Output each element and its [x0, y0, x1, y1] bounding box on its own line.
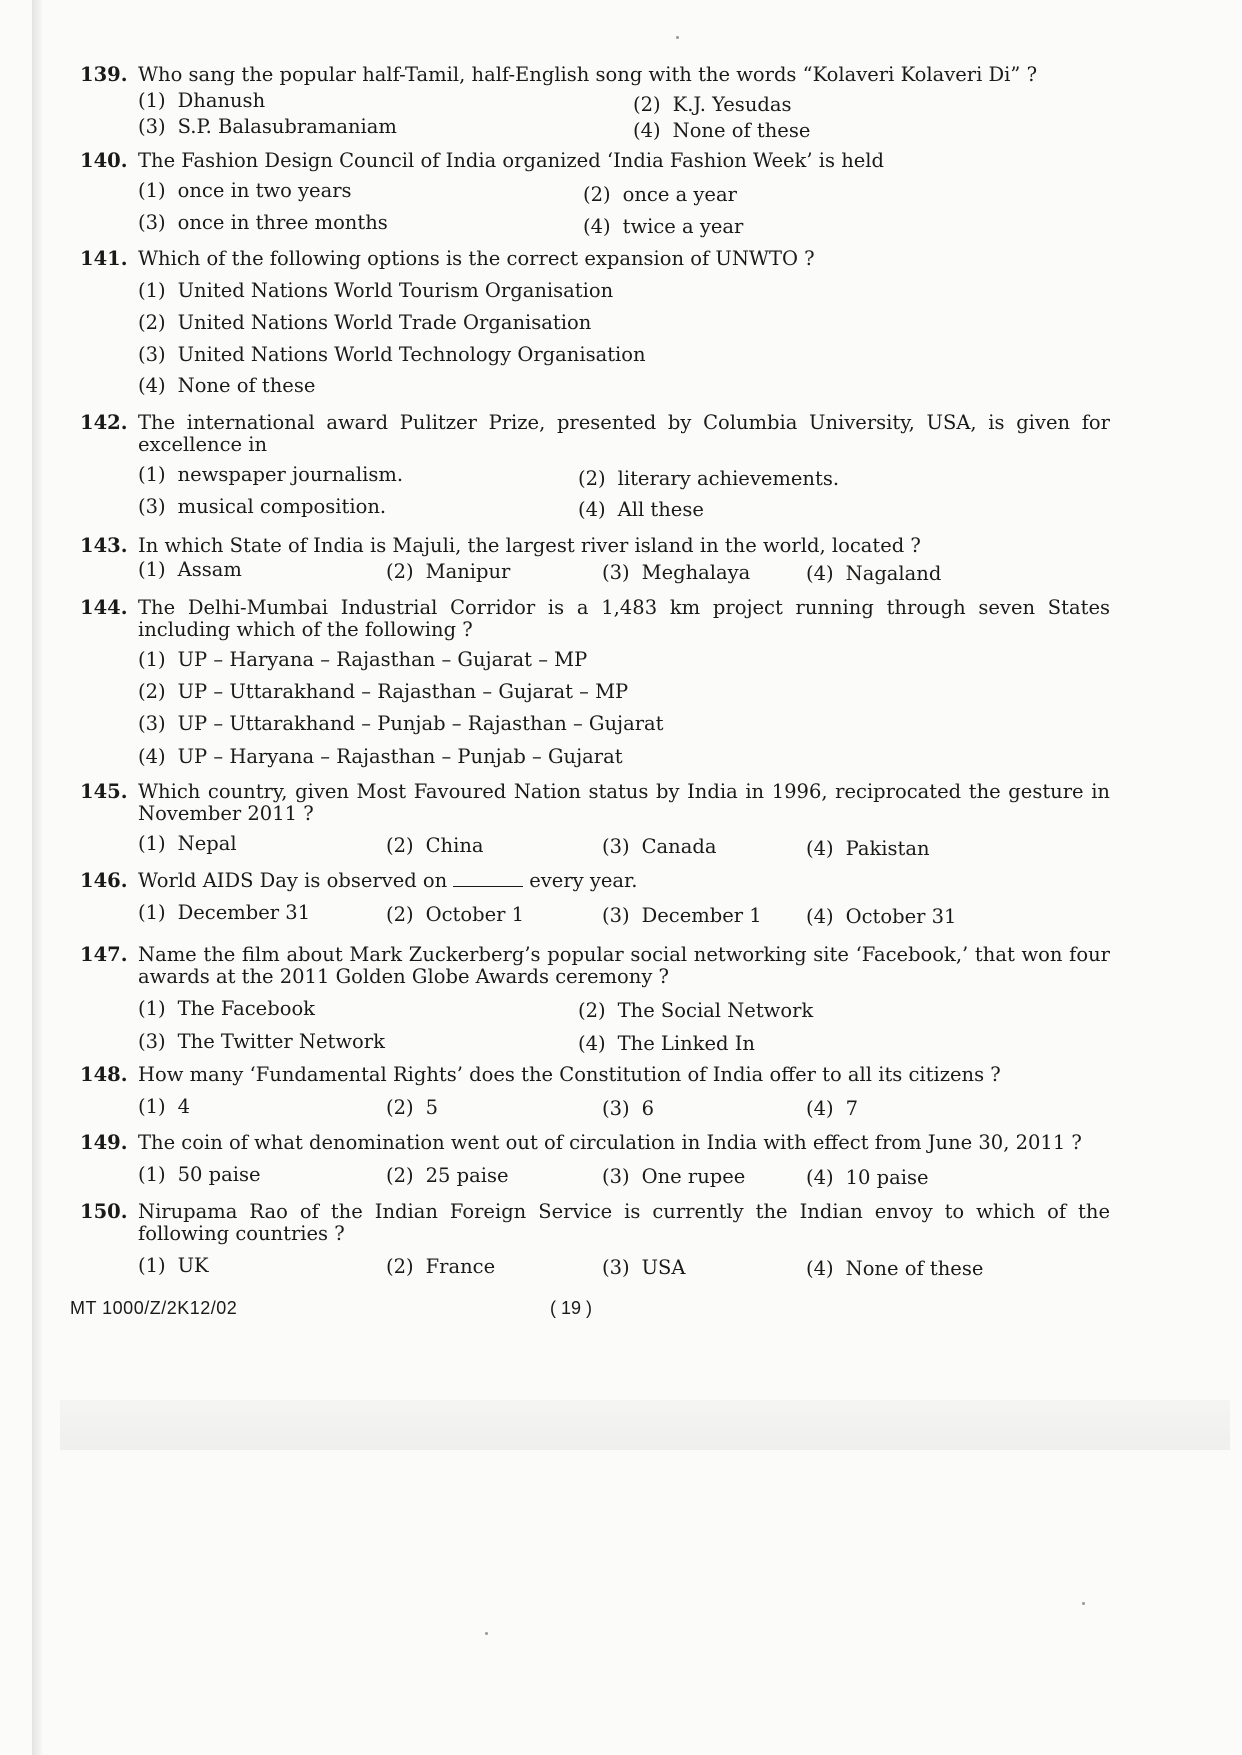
- option-3[interactable]: (3) Canada: [602, 835, 717, 858]
- option-1[interactable]: (1) UK: [138, 1254, 209, 1277]
- question-150: [70, 1201, 1110, 1279]
- question-149: [70, 1132, 1110, 1188]
- question-text: The international award Pulitzer Prize, presented by Columbia University, USA, is given for excellence in: [138, 411, 1110, 456]
- question-text: Which of the following options is the correct expansion of UNWTO ?: [138, 247, 815, 270]
- options: [138, 1245, 1110, 1279]
- option-3[interactable]: (3) once in three months: [138, 211, 388, 234]
- question-142: [70, 412, 1110, 536]
- options: [138, 892, 1110, 926]
- question-number: 141.: [80, 247, 128, 270]
- question-148: [70, 1064, 1110, 1120]
- options: [138, 557, 1110, 589]
- option-3[interactable]: (3) UP – Uttarakhand – Punjab – Rajasthan – Gujarat: [138, 712, 664, 735]
- option-2[interactable]: (2) K.J. Yesudas: [633, 93, 792, 116]
- options: [138, 270, 1110, 400]
- option-2[interactable]: (2) once a year: [583, 183, 737, 206]
- option-4[interactable]: (4) The Linked In: [578, 1032, 755, 1055]
- option-2[interactable]: (2) 25 paise: [386, 1164, 509, 1187]
- question-number: 147.: [80, 943, 128, 966]
- question-139: [70, 64, 1110, 146]
- option-1[interactable]: (1) UP – Haryana – Rajasthan – Gujarat – MP: [138, 648, 588, 671]
- option-3[interactable]: (3) December 1: [602, 904, 762, 927]
- question-number: 150.: [80, 1200, 128, 1223]
- option-4[interactable]: (4) None of these: [806, 1257, 984, 1280]
- options: [138, 825, 1110, 859]
- question-145: [70, 781, 1110, 859]
- option-4[interactable]: (4) 10 paise: [806, 1166, 929, 1189]
- option-4[interactable]: (4) 7: [806, 1097, 859, 1120]
- question-text: The Fashion Design Council of India organized ‘India Fashion Week’ is held: [138, 149, 885, 172]
- show-through-band: [60, 1400, 1230, 1450]
- option-4[interactable]: (4) UP – Haryana – Rajasthan – Punjab – Gujarat: [138, 745, 623, 768]
- question-text: Nirupama Rao of the Indian Foreign Service is currently the Indian envoy to which of the following countries ?: [138, 1200, 1110, 1245]
- options: [138, 1154, 1110, 1188]
- option-4[interactable]: (4) None of these: [138, 374, 316, 397]
- question-number: 144.: [80, 596, 128, 619]
- option-3[interactable]: (3) musical composition.: [138, 495, 387, 518]
- speck: [1082, 1602, 1085, 1605]
- options: [138, 456, 1110, 536]
- question-number: 139.: [80, 63, 128, 86]
- option-3[interactable]: (3) USA: [602, 1256, 686, 1279]
- option-1[interactable]: (1) once in two years: [138, 179, 352, 202]
- question-143: [70, 535, 1110, 589]
- question-text: Name the film about Mark Zuckerberg’s popular social networking site ‘Facebook,’ that won four awards at the 2011 Golden Globe Awards ceremony ?: [138, 943, 1110, 988]
- option-1[interactable]: (1) Nepal: [138, 832, 237, 855]
- option-4[interactable]: (4) Pakistan: [806, 837, 930, 860]
- answer-blank: [453, 870, 523, 887]
- option-4[interactable]: (4) Nagaland: [806, 562, 942, 585]
- option-1[interactable]: (1) December 31: [138, 901, 311, 924]
- option-4[interactable]: (4) None of these: [633, 119, 811, 142]
- option-3[interactable]: (3) One rupee: [602, 1165, 746, 1188]
- option-1[interactable]: (1) Assam: [138, 558, 242, 581]
- question-number: 149.: [80, 1131, 128, 1154]
- question-text: Who sang the popular half-Tamil, half-English song with the words “Kolaveri Kolaveri Di” ?: [138, 63, 1038, 86]
- option-3[interactable]: (3) Meghalaya: [602, 561, 751, 584]
- option-1[interactable]: (1) The Facebook: [138, 997, 316, 1020]
- question-text: The Delhi-Mumbai Industrial Corridor is a 1,483 km project running through seven States including which of the following ?: [138, 596, 1110, 641]
- option-2[interactable]: (2) The Social Network: [578, 999, 814, 1022]
- speck: [676, 36, 679, 39]
- option-1[interactable]: (1) 4: [138, 1095, 191, 1118]
- question-number: 146.: [80, 869, 128, 892]
- option-1[interactable]: (1) 50 paise: [138, 1163, 261, 1186]
- question-text: Which country, given Most Favoured Nation status by India in 1996, reciprocated the gesture in November 2011 ?: [138, 780, 1110, 825]
- question-text: The coin of what denomination went out of circulation in India with effect from June 30, 2011 ?: [138, 1131, 1082, 1154]
- option-4[interactable]: (4) All these: [578, 498, 704, 521]
- options: [138, 86, 1110, 146]
- option-4[interactable]: (4) twice a year: [583, 215, 744, 238]
- option-1[interactable]: (1) Dhanush: [138, 89, 266, 112]
- option-1[interactable]: (1) United Nations World Tourism Organisation: [138, 279, 614, 302]
- question-number: 140.: [80, 149, 128, 172]
- question-146: [70, 870, 1110, 926]
- options: [138, 1086, 1110, 1120]
- page-number: ( 19 ): [550, 1298, 593, 1318]
- options: [138, 172, 1110, 242]
- option-4[interactable]: (4) October 31: [806, 905, 957, 928]
- question-number: 143.: [80, 534, 128, 557]
- question-144: [70, 597, 1110, 771]
- option-2[interactable]: (2) October 1: [386, 903, 525, 926]
- option-2[interactable]: (2) 5: [386, 1096, 439, 1119]
- option-3[interactable]: (3) 6: [602, 1097, 655, 1120]
- question-140: [70, 150, 1110, 242]
- option-2[interactable]: (2) Manipur: [386, 560, 511, 583]
- question-number: 148.: [80, 1063, 128, 1086]
- option-3[interactable]: (3) United Nations World Technology Organisation: [138, 343, 646, 366]
- option-2[interactable]: (2) United Nations World Trade Organisation: [138, 311, 592, 334]
- speck: [485, 1632, 488, 1635]
- options: [138, 641, 1110, 771]
- question-141: [70, 248, 1110, 400]
- option-3[interactable]: (3) S.P. Balasubramaniam: [138, 115, 397, 138]
- question-number: 145.: [80, 780, 128, 803]
- paper-code: MT 1000/Z/2K12/02: [70, 1298, 238, 1318]
- option-2[interactable]: (2) UP – Uttarakhand – Rajasthan – Gujarat – MP: [138, 680, 629, 703]
- question-147: [70, 944, 1110, 1068]
- option-1[interactable]: (1) newspaper journalism.: [138, 463, 404, 486]
- option-3[interactable]: (3) The Twitter Network: [138, 1030, 385, 1053]
- question-text: How many ‘Fundamental Rights’ does the Constitution of India offer to all its citizens ?: [138, 1063, 1001, 1086]
- question-text: World AIDS Day is observed on every year.: [138, 869, 638, 892]
- options: [138, 988, 1110, 1068]
- option-2[interactable]: (2) China: [386, 834, 484, 857]
- option-2[interactable]: (2) France: [386, 1255, 496, 1278]
- option-2[interactable]: (2) literary achievements.: [578, 467, 840, 490]
- question-text: In which State of India is Majuli, the largest river island in the world, located ?: [138, 534, 921, 557]
- question-number: 142.: [80, 411, 128, 434]
